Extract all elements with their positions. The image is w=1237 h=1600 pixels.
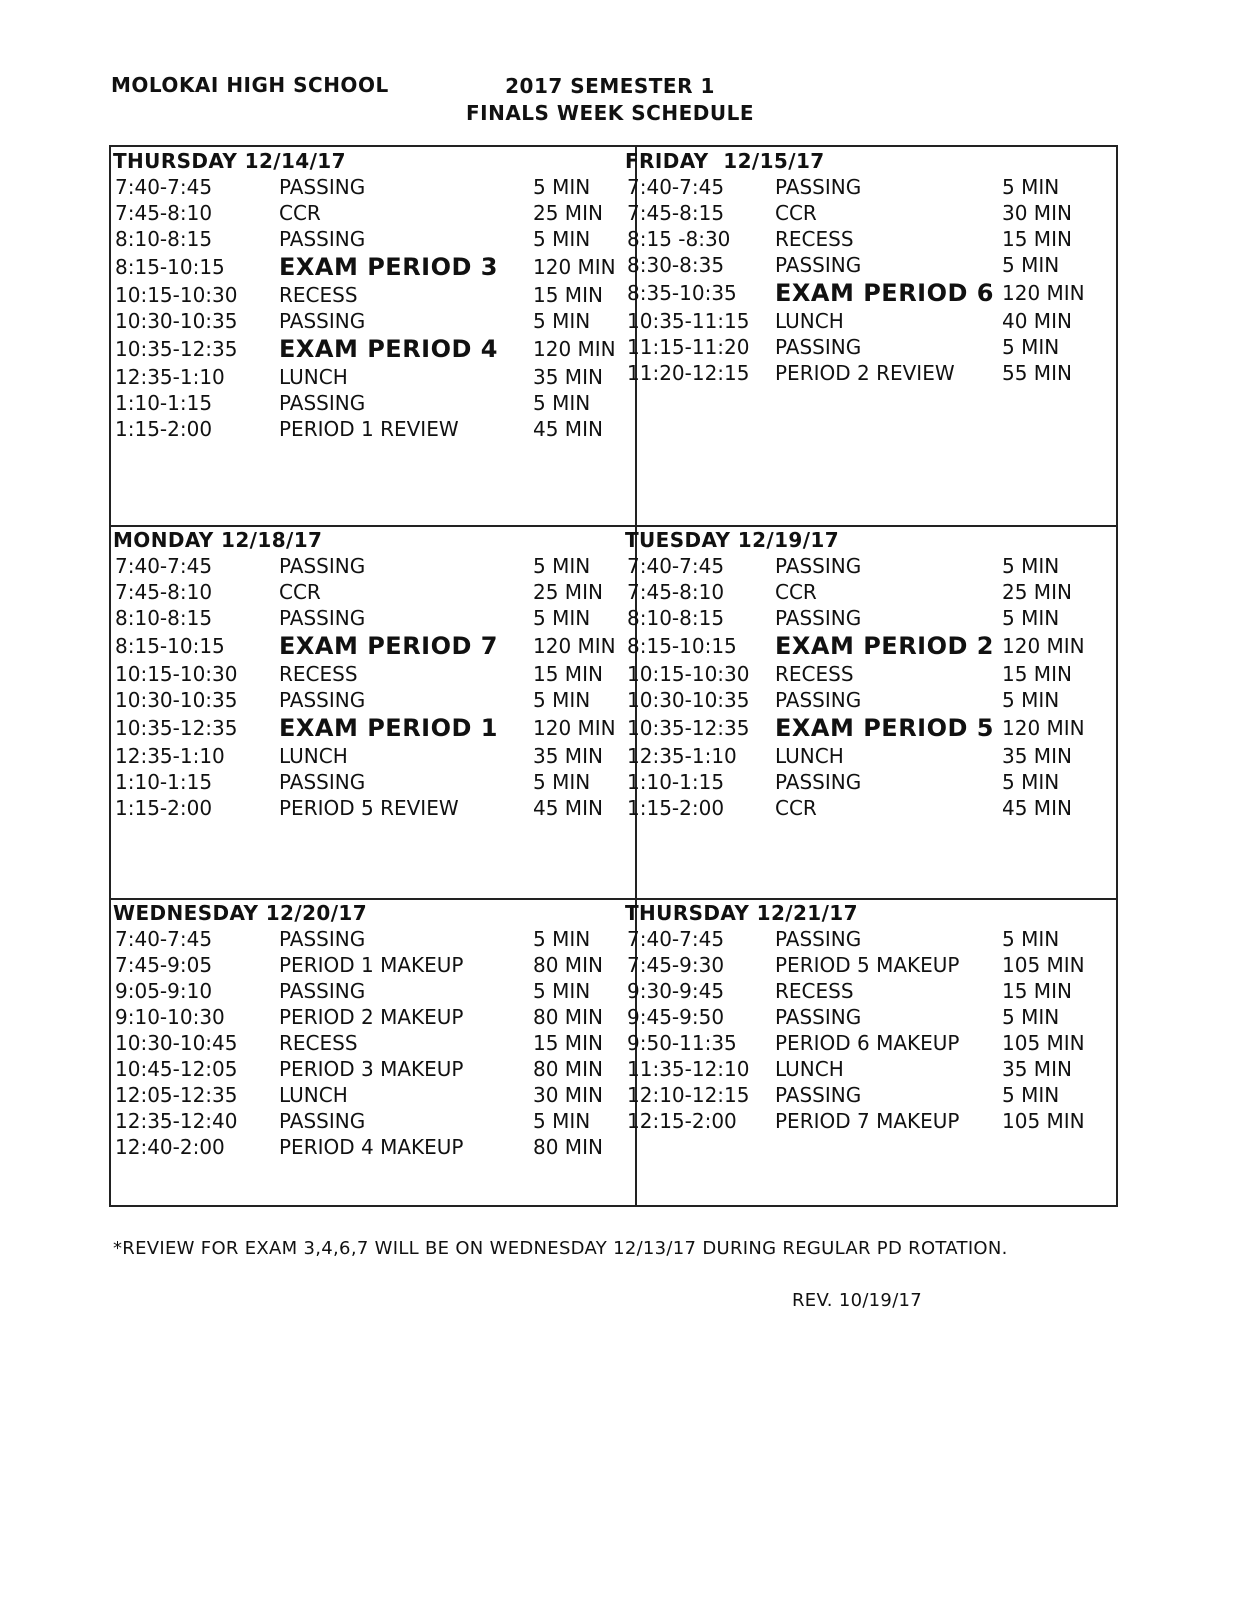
activity-cell: PERIOD 6 MAKEUP xyxy=(775,1031,960,1055)
activity-cell: RECESS xyxy=(775,662,854,686)
activity-cell: EXAM PERIOD 5 xyxy=(775,714,994,742)
activity-cell: PASSING xyxy=(775,770,862,794)
time-cell: 7:40-7:45 xyxy=(627,554,725,578)
duration-cell: 5 MIN xyxy=(533,309,591,333)
time-cell: 10:15-10:30 xyxy=(115,662,238,686)
duration-cell: 45 MIN xyxy=(1002,796,1072,820)
schedule-row xyxy=(113,605,633,631)
schedule-row xyxy=(625,226,1105,252)
activity-cell: PASSING xyxy=(279,606,366,630)
time-cell: 10:30-10:35 xyxy=(627,688,750,712)
activity-cell: PASSING xyxy=(279,1109,366,1133)
activity-cell: PASSING xyxy=(279,688,366,712)
day-block-tuesday-12-19 xyxy=(625,528,1105,821)
activity-cell: PERIOD 2 REVIEW xyxy=(775,361,955,385)
day-title: THURSDAY 12/14/17 xyxy=(113,149,346,173)
duration-cell: 120 MIN xyxy=(533,337,616,361)
time-cell: 10:45-12:05 xyxy=(115,1057,238,1081)
schedule-row xyxy=(625,200,1105,226)
time-cell: 8:15-10:15 xyxy=(115,255,225,279)
schedule-row xyxy=(625,579,1105,605)
activity-cell: PERIOD 5 REVIEW xyxy=(279,796,459,820)
schedule-row xyxy=(113,687,633,713)
duration-cell: 15 MIN xyxy=(533,283,603,307)
activity-cell: PASSING xyxy=(279,391,366,415)
schedule-row xyxy=(625,978,1105,1004)
schedule-row xyxy=(113,308,633,334)
schedule-row xyxy=(625,605,1105,631)
schedule-row xyxy=(113,390,633,416)
duration-cell: 5 MIN xyxy=(1002,1083,1060,1107)
schedule-row xyxy=(625,308,1105,334)
duration-cell: 120 MIN xyxy=(533,716,616,740)
schedule-row xyxy=(113,978,633,1004)
time-cell: 10:30-10:35 xyxy=(115,688,238,712)
day-title: MONDAY 12/18/17 xyxy=(113,528,323,552)
duration-cell: 5 MIN xyxy=(533,554,591,578)
activity-cell: PASSING xyxy=(775,606,862,630)
duration-cell: 5 MIN xyxy=(1002,606,1060,630)
duration-cell: 15 MIN xyxy=(1002,227,1072,251)
duration-cell: 5 MIN xyxy=(1002,770,1060,794)
duration-cell: 105 MIN xyxy=(1002,1109,1085,1133)
duration-cell: 40 MIN xyxy=(1002,309,1072,333)
duration-cell: 5 MIN xyxy=(533,770,591,794)
time-cell: 7:45-8:10 xyxy=(115,580,213,604)
activity-cell: PASSING xyxy=(775,1083,862,1107)
day-block-thursday-12-21 xyxy=(625,901,1105,1134)
schedule-row xyxy=(625,795,1105,821)
activity-cell: LUNCH xyxy=(775,1057,844,1081)
time-cell: 10:30-10:45 xyxy=(115,1031,238,1055)
duration-cell: 25 MIN xyxy=(1002,580,1072,604)
time-cell: 8:30-8:35 xyxy=(627,253,725,277)
title-line-2: FINALS WEEK SCHEDULE xyxy=(465,101,754,125)
activity-cell: PERIOD 3 MAKEUP xyxy=(279,1057,464,1081)
activity-cell: CCR xyxy=(279,201,321,225)
schedule-row xyxy=(113,769,633,795)
time-cell: 1:15-2:00 xyxy=(115,796,213,820)
time-cell: 11:20-12:15 xyxy=(627,361,750,385)
schedule-row xyxy=(113,1030,633,1056)
time-cell: 8:15 -8:30 xyxy=(627,227,731,251)
activity-cell: EXAM PERIOD 6 xyxy=(775,279,994,307)
time-cell: 7:40-7:45 xyxy=(627,175,725,199)
schedule-row xyxy=(625,1004,1105,1030)
duration-cell: 120 MIN xyxy=(533,634,616,658)
time-cell: 12:10-12:15 xyxy=(627,1083,750,1107)
time-cell: 11:15-11:20 xyxy=(627,335,750,359)
schedule-row xyxy=(113,364,633,390)
time-cell: 10:30-10:35 xyxy=(115,309,238,333)
duration-cell: 30 MIN xyxy=(533,1083,603,1107)
time-cell: 1:15-2:00 xyxy=(115,417,213,441)
activity-cell: PASSING xyxy=(279,979,366,1003)
activity-cell: EXAM PERIOD 4 xyxy=(279,335,498,363)
time-cell: 8:35-10:35 xyxy=(627,281,737,305)
duration-cell: 15 MIN xyxy=(533,1031,603,1055)
duration-cell: 80 MIN xyxy=(533,1057,603,1081)
duration-cell: 5 MIN xyxy=(1002,554,1060,578)
exam-row xyxy=(113,713,633,743)
activity-cell: RECESS xyxy=(279,1031,358,1055)
activity-cell: CCR xyxy=(775,201,817,225)
schedule-row xyxy=(625,926,1105,952)
time-cell: 7:40-7:45 xyxy=(115,927,213,951)
exam-row xyxy=(625,278,1105,308)
schedule-row xyxy=(625,360,1105,386)
schedule-row xyxy=(625,1056,1105,1082)
activity-cell: PASSING xyxy=(775,253,862,277)
duration-cell: 5 MIN xyxy=(533,606,591,630)
activity-cell: LUNCH xyxy=(775,744,844,768)
activity-cell: LUNCH xyxy=(279,1083,348,1107)
duration-cell: 120 MIN xyxy=(533,255,616,279)
day-title: WEDNESDAY 12/20/17 xyxy=(113,901,368,925)
exam-row xyxy=(625,631,1105,661)
activity-cell: PASSING xyxy=(775,688,862,712)
time-cell: 7:45-8:15 xyxy=(627,201,725,225)
activity-cell: PERIOD 5 MAKEUP xyxy=(775,953,960,977)
row-divider-1 xyxy=(111,525,1116,527)
duration-cell: 30 MIN xyxy=(1002,201,1072,225)
duration-cell: 5 MIN xyxy=(533,1109,591,1133)
schedule-row xyxy=(625,1030,1105,1056)
time-cell: 8:15-10:15 xyxy=(627,634,737,658)
activity-cell: LUNCH xyxy=(279,744,348,768)
schedule-row xyxy=(625,769,1105,795)
time-cell: 8:10-8:15 xyxy=(627,606,725,630)
time-cell: 12:35-1:10 xyxy=(627,744,737,768)
activity-cell: PASSING xyxy=(279,227,366,251)
duration-cell: 5 MIN xyxy=(533,688,591,712)
time-cell: 7:45-8:10 xyxy=(115,201,213,225)
duration-cell: 5 MIN xyxy=(1002,253,1060,277)
activity-cell: CCR xyxy=(775,580,817,604)
schedule-row xyxy=(625,1108,1105,1134)
time-cell: 7:45-8:10 xyxy=(627,580,725,604)
activity-cell: CCR xyxy=(279,580,321,604)
time-cell: 7:40-7:45 xyxy=(115,554,213,578)
time-cell: 1:10-1:15 xyxy=(115,391,213,415)
exam-row xyxy=(113,334,633,364)
schedule-row xyxy=(113,200,633,226)
duration-cell: 5 MIN xyxy=(1002,927,1060,951)
duration-cell: 15 MIN xyxy=(1002,662,1072,686)
time-cell: 12:05-12:35 xyxy=(115,1083,238,1107)
activity-cell: PERIOD 1 MAKEUP xyxy=(279,953,464,977)
day-block-thursday-12-14 xyxy=(113,149,633,442)
day-block-monday-12-18 xyxy=(113,528,633,821)
duration-cell: 55 MIN xyxy=(1002,361,1072,385)
time-cell: 9:05-9:10 xyxy=(115,979,213,1003)
schedule-row xyxy=(113,926,633,952)
schedule-row xyxy=(113,1004,633,1030)
day-title: THURSDAY 12/21/17 xyxy=(625,901,858,925)
time-cell: 10:35-11:15 xyxy=(627,309,750,333)
activity-cell: PASSING xyxy=(775,175,862,199)
time-cell: 7:40-7:45 xyxy=(627,927,725,951)
schedule-row xyxy=(625,553,1105,579)
duration-cell: 15 MIN xyxy=(533,662,603,686)
school-name: MOLOKAI HIGH SCHOOL xyxy=(111,73,389,97)
time-cell: 12:35-1:10 xyxy=(115,744,225,768)
activity-cell: EXAM PERIOD 7 xyxy=(279,632,498,660)
time-cell: 10:35-12:35 xyxy=(115,716,238,740)
duration-cell: 35 MIN xyxy=(533,365,603,389)
activity-cell: PERIOD 2 MAKEUP xyxy=(279,1005,464,1029)
activity-cell: CCR xyxy=(775,796,817,820)
time-cell: 7:45-9:30 xyxy=(627,953,725,977)
duration-cell: 5 MIN xyxy=(1002,688,1060,712)
schedule-row xyxy=(625,952,1105,978)
time-cell: 10:15-10:30 xyxy=(627,662,750,686)
time-cell: 7:40-7:45 xyxy=(115,175,213,199)
activity-cell: PERIOD 1 REVIEW xyxy=(279,417,459,441)
activity-cell: RECESS xyxy=(279,662,358,686)
duration-cell: 120 MIN xyxy=(1002,281,1085,305)
duration-cell: 5 MIN xyxy=(533,979,591,1003)
schedule-grid xyxy=(109,145,1118,1207)
day-block-friday-12-15 xyxy=(625,149,1105,386)
activity-cell: PASSING xyxy=(279,927,366,951)
schedule-row xyxy=(625,661,1105,687)
schedule-row xyxy=(113,553,633,579)
duration-cell: 5 MIN xyxy=(1002,1005,1060,1029)
activity-cell: RECESS xyxy=(279,283,358,307)
time-cell: 9:30-9:45 xyxy=(627,979,725,1003)
duration-cell: 35 MIN xyxy=(1002,1057,1072,1081)
time-cell: 12:35-1:10 xyxy=(115,365,225,389)
duration-cell: 80 MIN xyxy=(533,1005,603,1029)
schedule-row xyxy=(113,579,633,605)
schedule-row xyxy=(113,743,633,769)
schedule-row xyxy=(113,1056,633,1082)
duration-cell: 5 MIN xyxy=(1002,175,1060,199)
activity-cell: EXAM PERIOD 1 xyxy=(279,714,498,742)
duration-cell: 5 MIN xyxy=(533,227,591,251)
schedule-row xyxy=(625,252,1105,278)
schedule-row xyxy=(113,795,633,821)
schedule-row xyxy=(625,334,1105,360)
time-cell: 1:10-1:15 xyxy=(115,770,213,794)
activity-cell: PASSING xyxy=(279,554,366,578)
duration-cell: 15 MIN xyxy=(1002,979,1072,1003)
duration-cell: 25 MIN xyxy=(533,201,603,225)
time-cell: 9:50-11:35 xyxy=(627,1031,737,1055)
time-cell: 10:15-10:30 xyxy=(115,283,238,307)
schedule-row xyxy=(113,416,633,442)
time-cell: 10:35-12:35 xyxy=(627,716,750,740)
review-note: *REVIEW FOR EXAM 3,4,6,7 WILL BE ON WEDNESDAY 12/13/17 DURING REGULAR PD ROTATION. xyxy=(113,1238,1008,1259)
title-line-1: 2017 SEMESTER 1 xyxy=(505,74,715,98)
time-cell: 1:10-1:15 xyxy=(627,770,725,794)
duration-cell: 80 MIN xyxy=(533,1135,603,1159)
duration-cell: 105 MIN xyxy=(1002,953,1085,977)
duration-cell: 35 MIN xyxy=(533,744,603,768)
time-cell: 8:15-10:15 xyxy=(115,634,225,658)
schedule-row xyxy=(113,952,633,978)
duration-cell: 120 MIN xyxy=(1002,634,1085,658)
activity-cell: LUNCH xyxy=(775,309,844,333)
schedule-row xyxy=(113,661,633,687)
time-cell: 9:10-10:30 xyxy=(115,1005,225,1029)
time-cell: 7:45-9:05 xyxy=(115,953,213,977)
day-title: TUESDAY 12/19/17 xyxy=(625,528,840,552)
activity-cell: EXAM PERIOD 2 xyxy=(775,632,994,660)
schedule-row xyxy=(113,1108,633,1134)
activity-cell: LUNCH xyxy=(279,365,348,389)
schedule-row xyxy=(113,174,633,200)
time-cell: 1:15-2:00 xyxy=(627,796,725,820)
row-divider-2 xyxy=(111,898,1116,900)
activity-cell: PASSING xyxy=(279,175,366,199)
schedule-row xyxy=(113,282,633,308)
time-cell: 10:35-12:35 xyxy=(115,337,238,361)
exam-row xyxy=(113,252,633,282)
time-cell: 8:10-8:15 xyxy=(115,227,213,251)
duration-cell: 5 MIN xyxy=(1002,335,1060,359)
activity-cell: PERIOD 7 MAKEUP xyxy=(775,1109,960,1133)
time-cell: 12:15-2:00 xyxy=(627,1109,737,1133)
duration-cell: 120 MIN xyxy=(1002,716,1085,740)
time-cell: 12:35-12:40 xyxy=(115,1109,238,1133)
schedule-row xyxy=(113,226,633,252)
activity-cell: PASSING xyxy=(775,1005,862,1029)
schedule-row xyxy=(625,174,1105,200)
time-cell: 11:35-12:10 xyxy=(627,1057,750,1081)
activity-cell: PASSING xyxy=(279,309,366,333)
time-cell: 9:45-9:50 xyxy=(627,1005,725,1029)
duration-cell: 5 MIN xyxy=(533,391,591,415)
activity-cell: RECESS xyxy=(775,227,854,251)
activity-cell: RECESS xyxy=(775,979,854,1003)
schedule-row xyxy=(113,1134,633,1160)
day-title: FRIDAY 12/15/17 xyxy=(625,149,825,173)
duration-cell: 45 MIN xyxy=(533,417,603,441)
duration-cell: 5 MIN xyxy=(533,175,591,199)
duration-cell: 105 MIN xyxy=(1002,1031,1085,1055)
revision-date: REV. 10/19/17 xyxy=(792,1290,923,1311)
activity-cell: PASSING xyxy=(279,770,366,794)
schedule-row xyxy=(113,1082,633,1108)
schedule-row xyxy=(625,743,1105,769)
activity-cell: PERIOD 4 MAKEUP xyxy=(279,1135,464,1159)
duration-cell: 80 MIN xyxy=(533,953,603,977)
schedule-title xyxy=(440,73,780,127)
duration-cell: 35 MIN xyxy=(1002,744,1072,768)
activity-cell: PASSING xyxy=(775,927,862,951)
duration-cell: 5 MIN xyxy=(533,927,591,951)
activity-cell: PASSING xyxy=(775,335,862,359)
duration-cell: 45 MIN xyxy=(533,796,603,820)
duration-cell: 25 MIN xyxy=(533,580,603,604)
time-cell: 8:10-8:15 xyxy=(115,606,213,630)
schedule-row xyxy=(625,1082,1105,1108)
time-cell: 12:40-2:00 xyxy=(115,1135,225,1159)
activity-cell: EXAM PERIOD 3 xyxy=(279,253,498,281)
day-block-wednesday-12-20 xyxy=(113,901,633,1160)
activity-cell: PASSING xyxy=(775,554,862,578)
exam-row xyxy=(113,631,633,661)
exam-row xyxy=(625,713,1105,743)
schedule-row xyxy=(625,687,1105,713)
